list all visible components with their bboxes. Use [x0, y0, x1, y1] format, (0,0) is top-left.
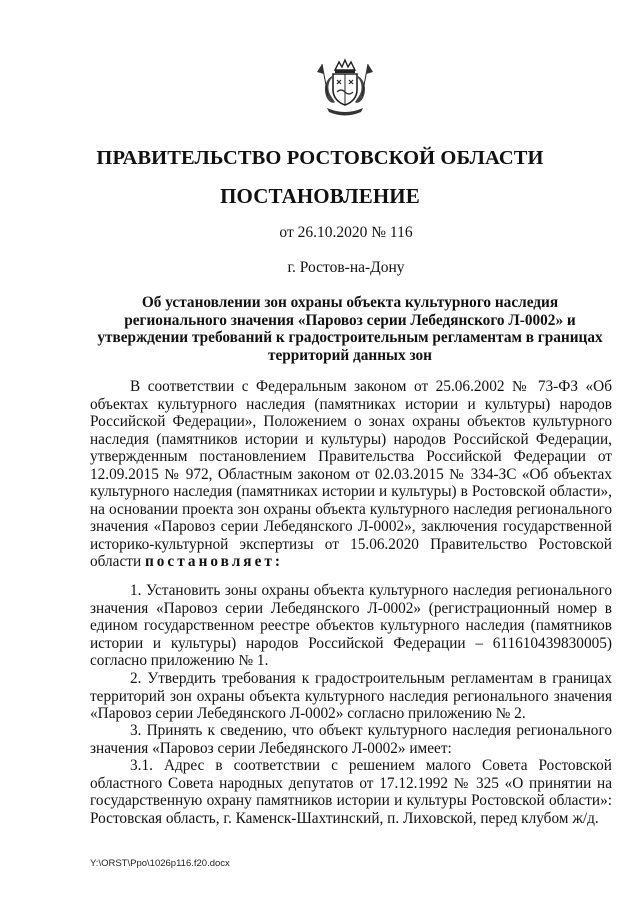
date-and-number: от 26.10.2020 № 116 — [279, 224, 413, 241]
item-2-paragraph: 2. Утвердить требования к градостроительным регламентам в границах территорий зон охраны объекта культурного наследия регионального значения «Паровоз серии Лебедянского Л-0002» согласно приложению № 2. — [90, 670, 612, 722]
item-3-paragraph: 3. Принять к сведению, что объект культурного наследия регионального значения «Паровоз серии Лебедянского Л-0002» имеет: — [90, 722, 612, 757]
government-title: ПРАВИТЕЛЬСТВО РОСТОВСКОЙ ОБЛАСТИ — [96, 147, 544, 169]
resolves-word: постановляет: — [144, 553, 283, 570]
file-path-footer: Y:\ORST\Ppo\1026p116.f20.docx — [90, 858, 230, 869]
item-1-paragraph: 1. Установить зоны охраны объекта культурного наследия регионального значения «Паровоз серии Лебедянского Л-0002» (регистрационный номер в едином государственном реестре объектов культурного наследия (памятников истории и культуры) народов Российской Федерации – 611610439830005) согласно приложению № 1. — [90, 582, 612, 669]
document-type-title: ПОСТАНОВЛЕНИЕ — [220, 184, 420, 208]
rostov-oblast-coat-of-arms-icon — [313, 56, 377, 120]
preamble-paragraph — [90, 378, 612, 571]
item-3-1-paragraph: 3.1. Адрес в соответствии с решением малого Совета Ростовской областного Совета народных депутатов от 17.12.1992 № 325 «О принятии на государственную охрану памятников истории и культуры Ростовской области»: Ростовская область, г. Каменск-Шахтинский, п. Лиховской, перед клубом ж/д. — [90, 757, 612, 827]
document-subject: Об установлении зон охраны объекта культурного наследия регионального значения «Паровоз серии Лебедянского Л-0002» и утверждении требований к градостроительным регламентам в границах территорий данных зон — [97, 294, 603, 364]
city-line: г. Ростов-на-Дону — [287, 259, 405, 276]
preamble-text: В соответствии с Федеральным законом от 25.06.2002 № 73-ФЗ «Об объектах культурного наследия (памятниках истории и культуры) народов Российской Федерации», Положением о зонах охраны объектов культурного наследия (памятников истории и культуры) народов Российской Федерации, утвержденным постановлением Правительства Российской Федерации от 12.09.2015 № 972, Областным законом от 02.03.2015 № 334-ЗС «Об объектах культурного наследия (памятниках истории и культуры) в Ростовской области», на основании проекта зон охраны объекта культурного наследия регионального значения «Паровоз серии Лебедянского Л-0002», заключения государственной историко-культурной экспертизы от 15.06.2020 Правительство Ростовской области — [90, 378, 612, 570]
